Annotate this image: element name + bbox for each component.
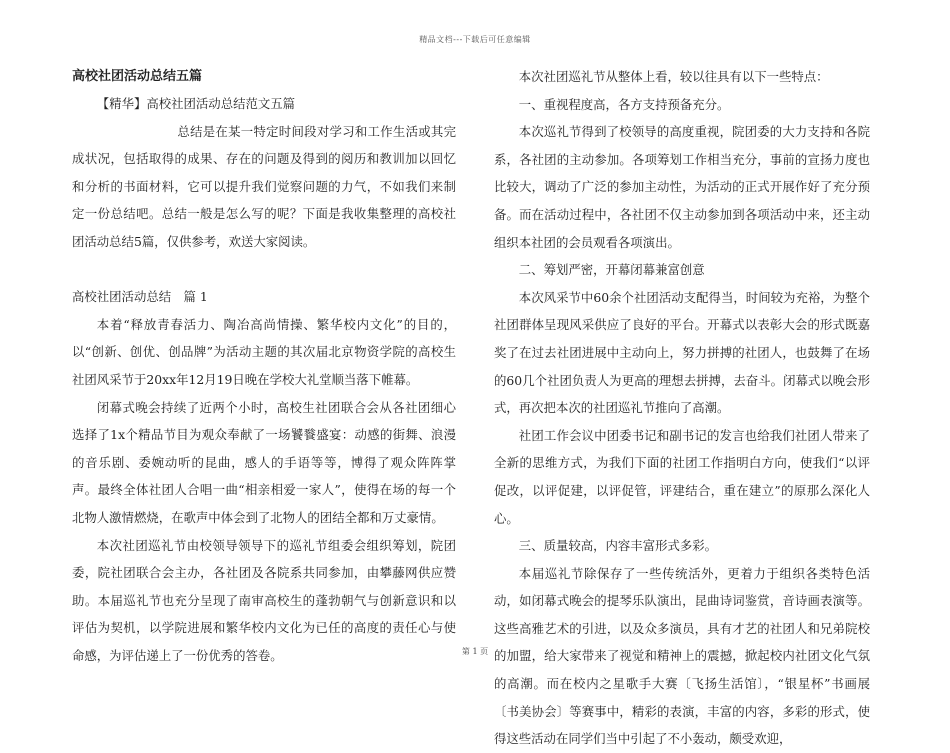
body-paragraph: 本次巡礼节得到了校领导的高度重视，院团委的大力支持和各院系，各社团的主动参加。各项筹划工作相当充分，事前的宣扬力度也比较大，调动了广泛的参加主动性，为活动的正式开展作好了充分预备。而在活动过程中，各社团不仅主动参加到各项活动中来，还主动组织本社团的会员观看各项演出。 <box>494 124 870 250</box>
section-point: 二、筹划严密，开幕闭幕兼富创意 <box>518 262 705 278</box>
body-paragraph: 本次风采节中60余个社团活动支配得当，时间较为充裕，为整个社团群体呈现风采供应了良好的平台。开幕式以表彰大会的形式既嘉奖了在过去社团进展中主动向上，努力拼搏的社团人，也鼓舞了在场的60几个社团负责人为更高的理想去拼搏，去奋斗。闭幕式以晚会形式，再次把本次的社团巡礼节推向了高潮。 <box>494 289 870 416</box>
section-point: 三、质量较高，内容丰富形式多彩。 <box>518 538 718 554</box>
page-number: 第 1 页 <box>461 647 489 656</box>
section-heading: 高校社团活动总结 篇 1 <box>72 289 208 305</box>
page-header: 精品文档---下载后可任意编辑 <box>419 35 531 44</box>
left-column <box>72 63 456 669</box>
body-paragraph: 本次社团巡礼节由校领导领导下的巡礼节组委会组织筹划，院团委，院社团联合会主办，各社团及各院系共同参加，由攀藤网供应赞助。本届巡礼节也充分呈现了南审高校生的蓬勃朝气与创新意识和以评估为契机，以学院进展和繁华校内文化为已任的高度的责任心与使命感，为评估递上了一份优秀的答卷。 <box>72 537 456 663</box>
body-paragraph: 本着“释放青春活力、陶冶高尚情操、繁华校内文化”的目的，以“创新、创优、创品牌”为活动主题的其次届北京物资学院的高校生社团风采节于20xx年12月19日晚在学校大礼堂顺当落下帷幕。 <box>72 316 456 387</box>
document-subtitle: 【精华】高校社团活动总结范文五篇 <box>96 96 296 111</box>
body-paragraph: 本届巡礼节除保存了一些传统活外，更着力于组织各类特色活动，如闭幕式晚会的提琴乐队演出，昆曲诗词鉴赏，音诗画表演等。这些高雅艺术的引进，以及众多演员，具有才艺的社团人和兄弟院校的加盟，给大家带来了视觉和精神上的震撼，掀起校内社团文化气氛的高潮。而在校内之星歌手大赛〔飞扬生活馆〕，“银星杯”书画展〔书美协会〕等赛事中，精彩的表演，丰富的内容，多彩的形式，使得这些活动在同学们当中引起了不小轰动，颇受欢迎， <box>494 565 870 747</box>
spacer <box>72 256 456 284</box>
body-paragraph: 社团工作会议中团委书记和副书记的发言也给我们社团人带来了全新的思维方式，为我们下面的社团工作指明白方向，使我们“以评促改，以评促建，以评促管，评建结合，重在建立”的原那么深化人心。 <box>494 427 870 526</box>
intro-paragraph: 总结是在某一特定时间段对学习和工作生活或其完成状况，包括取得的成果、存在的问题及得到的阅历和教训加以回忆和分析的书面材料，它可以提升我们觉察问题的力气，不如我们来制定一份总结吧。总结一般是怎么写的呢？下面是我收集整理的高校社团活动总结5篇，仅供参考，欢送大家阅读。 <box>72 123 456 249</box>
document-title: 高校社团活动总结五篇 <box>72 69 203 84</box>
section-point: 一、重视程度高，各方支持预备充分。 <box>518 96 730 112</box>
body-paragraph: 闭幕式晚会持续了近两个小时，高校生社团联合会从各社团细心选择了1x个精品节目为观众奉献了一场饕餮盛宴：动感的街舞、浪漫的音乐剧、委婉动听的昆曲，感人的手语等等，博得了观众阵阵掌声。最终全体社团人合唱一曲“相亲相爱一家人”，使得在场的每一个北物人激情燃烧，在歌声中体会到了北物人的团结全都和万丈豪情。 <box>72 399 456 525</box>
body-paragraph: 本次社团巡礼节从整体上看，较以往具有以下一些特点： <box>518 69 829 84</box>
